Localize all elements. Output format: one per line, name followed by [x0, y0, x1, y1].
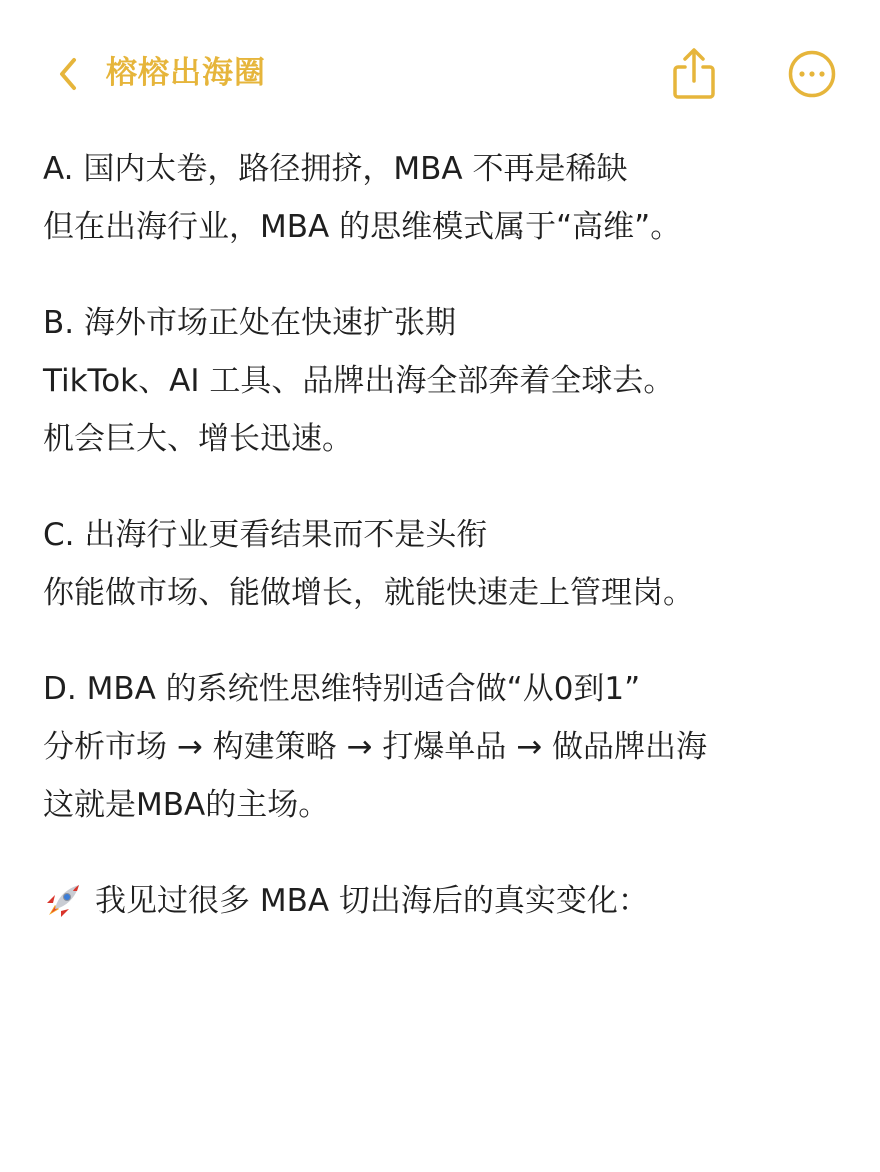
closing-text: 我见过很多 MBA 切出海后的真实变化： — [95, 883, 649, 919]
back-button[interactable] — [44, 50, 92, 98]
more-icon — [787, 49, 837, 99]
paragraph-b — [43, 294, 853, 468]
page-title[interactable]: 榕榕出海圈 — [106, 55, 266, 91]
paragraph-c — [43, 506, 853, 622]
more-button[interactable] — [784, 46, 840, 102]
paragraph-line: D. MBA 的系统性思维特别适合做“从0到1” — [43, 671, 641, 707]
navigation-bar — [0, 0, 880, 150]
share-button[interactable] — [666, 44, 722, 104]
closing-line — [43, 872, 853, 930]
paragraph-line: 分析市场 → 构建策略 → 打爆单品 → 做品牌出海 — [43, 729, 708, 765]
paragraph-line: 但在出海行业，MBA 的思维模式属于“高维”。 — [43, 209, 682, 245]
paragraph-line: C. 出海行业更看结果而不是头衔 — [43, 517, 488, 553]
share-icon — [671, 47, 717, 101]
paragraph-line: B. 海外市场正处在快速扩张期 — [43, 305, 456, 341]
rocket-icon — [43, 881, 83, 921]
paragraph-line: 机会巨大、增长迅速。 — [43, 421, 353, 457]
paragraph-a — [43, 140, 853, 256]
paragraph-line: TikTok、AI 工具、品牌出海全部奔着全球去。 — [43, 363, 675, 399]
paragraph-line: 这就是MBA的主场。 — [43, 787, 330, 823]
chevron-left-icon — [54, 54, 82, 94]
note-body[interactable] — [43, 140, 853, 930]
paragraph-line: A. 国内太卷，路径拥挤，MBA 不再是稀缺 — [43, 151, 628, 187]
paragraph-d — [43, 660, 853, 834]
paragraph-line: 你能做市场、能做增长，就能快速走上管理岗。 — [43, 575, 694, 611]
